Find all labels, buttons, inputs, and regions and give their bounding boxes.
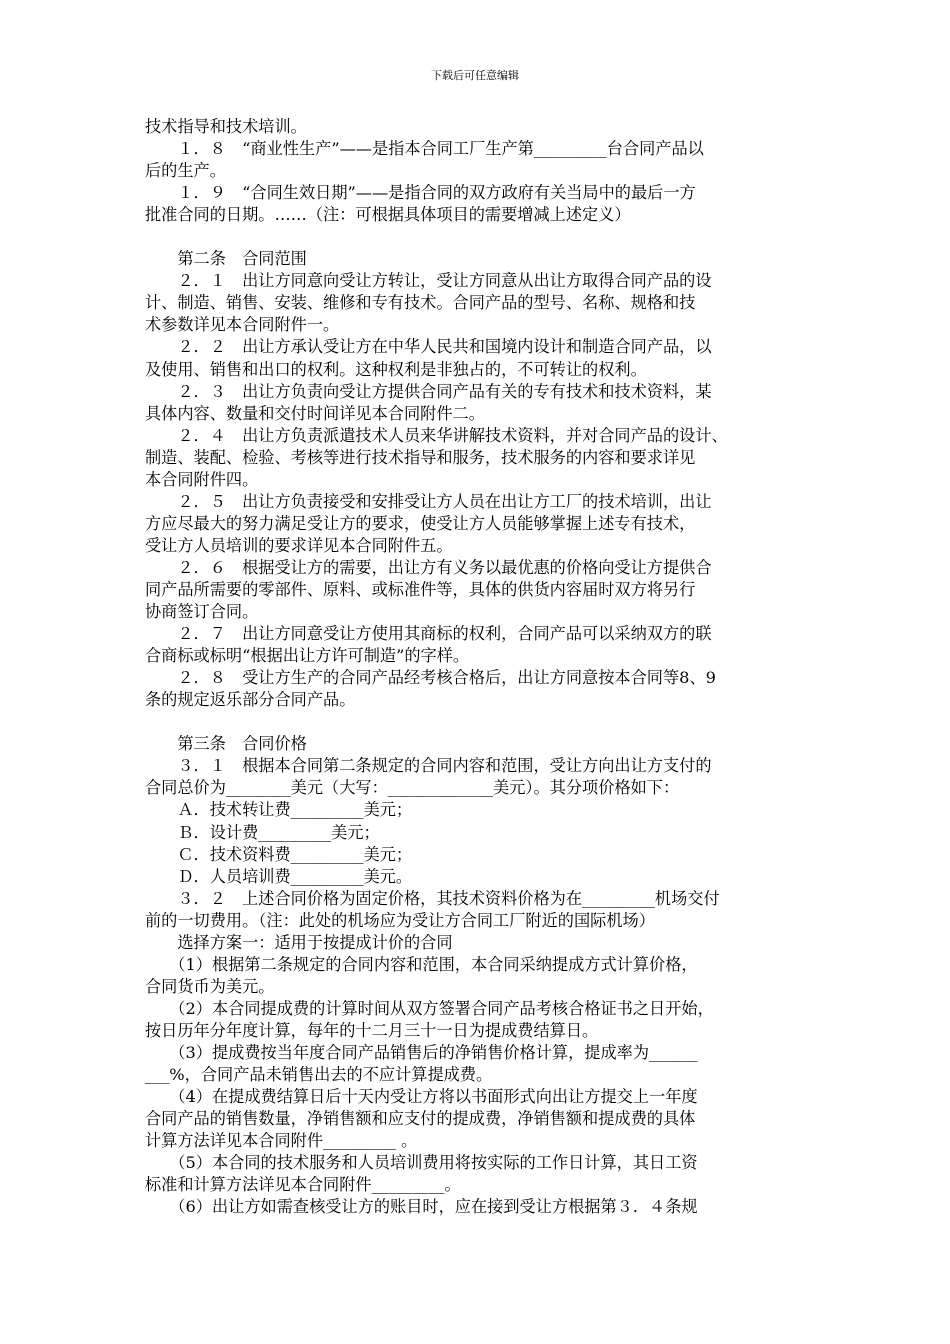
text-line: ２．５ 出让方负责接受和安排受让方人员在出让方工厂的技术培训，出让: [145, 491, 712, 511]
text-line: Ｃ．技术资料费_________美元；: [145, 844, 413, 864]
text-line: 条的规定返乐部分合同产品。: [145, 690, 356, 710]
text-line: 合同产品的销售数量，净销售额和应支付的提成费，净销售额和提成费的具体: [145, 1109, 696, 1129]
text-line: 同产品所需要的零部件、原料、或标准件等，具体的供货内容届时双方将另行: [145, 579, 696, 599]
text-line: 合同货币为美元。: [145, 976, 275, 996]
text-line: ２．４ 出让方负责派遣技术人员来华讲解技术资料，并对合同产品的设计、: [145, 425, 728, 445]
text-line: （3）提成费按当年度合同产品销售后的净销售价格计算，提成率为______: [145, 1042, 698, 1062]
text-line: 术参数详见本合同附件一。: [145, 315, 340, 335]
text-line: １．８ “商业性生产”——是指本合同工厂生产第_________台合同产品以: [145, 139, 704, 159]
text-line: 制造、装配、检验、考核等进行技术指导和服务，技术服务的内容和要求详见: [145, 447, 696, 467]
text-line: Ｂ．设计费_________美元；: [145, 822, 380, 842]
text-line: 计、制造、销售、安装、维修和专有技术。合同产品的型号、名称、规格和技: [145, 293, 696, 313]
blank-line: [145, 711, 805, 733]
text-line: 方应尽最大的努力满足受让方的要求，使受让方人员能够掌握上述专有技术，: [145, 513, 696, 533]
text-line: 标准和计算方法详见本合同附件_________。: [145, 1175, 461, 1195]
text-line: Ｄ．人员培训费_________美元。: [145, 866, 413, 886]
text-line: 按日历年分年度计算，每年的十二月三十一日为提成费结算日。: [145, 1020, 599, 1040]
text-line: ２．８ 受让方生产的合同产品经考核合格后，出让方同意按本合同等8、9: [145, 668, 716, 688]
text-line: 第二条 合同范围: [145, 249, 307, 269]
text-line: 合同总价为________美元（大写：_____________美元）。其分项价格如下：: [145, 778, 680, 798]
page-header: 下载后可任意编辑: [431, 69, 519, 82]
text-line: ２．６ 根据受让方的需要，出让方有义务以最优惠的价格向受让方提供合: [145, 557, 712, 577]
text-line: 及使用、销售和出口的权利。这种权利是非独占的，不可转让的权利。: [145, 359, 647, 379]
text-line: 前的一切费用。（注：此处的机场应为受让方合同工厂附近的国际机场）: [145, 910, 655, 930]
text-line: （6）出让方如需查核受让方的账目时，应在接到受让方根据第３．４条规: [145, 1197, 698, 1217]
text-line: ___%，合同产品未销售出去的不应计算提成费。: [145, 1065, 493, 1085]
text-line: ３．１ 根据本合同第二条规定的合同内容和范围，受让方向出让方支付的: [145, 756, 712, 776]
text-line: ２．３ 出让方负责向受让方提供合同产品有关的专有技术和技术资料，某: [145, 381, 712, 401]
text-line: １．９ “合同生效日期”——是指合同的双方政府有关当局中的最后一方: [145, 183, 696, 203]
text-line: 合商标或标明“根据出让方许可制造”的字样。: [145, 646, 470, 666]
blank-line: [145, 226, 805, 248]
text-line: ２．２ 出让方承认受让方在中华人民共和国境内设计和制造合同产品，以: [145, 337, 712, 357]
text-line: （1）根据第二条规定的合同内容和范围，本合同采纳提成方式计算价格，: [145, 954, 698, 974]
text-line: 受让方人员培训的要求详见本合同附件五。: [145, 535, 453, 555]
text-line: 协商签订合同。: [145, 602, 259, 622]
text-line: （5）本合同的技术服务和人员培训费用将按实际的工作日计算，其日工资: [145, 1153, 698, 1173]
text-line: 本合同附件四。: [145, 469, 259, 489]
text-line: 具体内容、数量和交付时间详见本合同附件二。: [145, 403, 485, 423]
text-line: ３．２ 上述合同价格为固定价格，其技术资料价格为在_________机场交付: [145, 888, 720, 908]
text-line: Ａ．技术转让费_________美元；: [145, 800, 413, 820]
text-line: 批准合同的日期。……（注：可根据具体项目的需要增减上述定义）: [145, 205, 631, 225]
text-line: ２．１ 出让方同意向受让方转让，受让方同意从出让方取得合同产品的设: [145, 271, 712, 291]
text-line: 第三条 合同价格: [145, 734, 307, 754]
text-line: 计算方法详见本合同附件_________ 。: [145, 1131, 418, 1151]
text-line: 技术指导和技术培训。: [145, 117, 307, 136]
text-line: 选择方案一：适用于按提成计价的合同: [145, 932, 453, 952]
text-line: （2）本合同提成费的计算时间从双方签署合同产品考核合格证书之日开始，: [145, 998, 714, 1018]
document-body: [145, 116, 805, 1218]
text-line: （4）在提成费结算日后十天内受让方将以书面形式向出让方提交上一年度: [145, 1087, 698, 1107]
text-line: 后的生产。: [145, 161, 226, 181]
text-line: ２．７ 出让方同意受让方使用其商标的权利，合同产品可以采纳双方的联: [145, 624, 712, 644]
